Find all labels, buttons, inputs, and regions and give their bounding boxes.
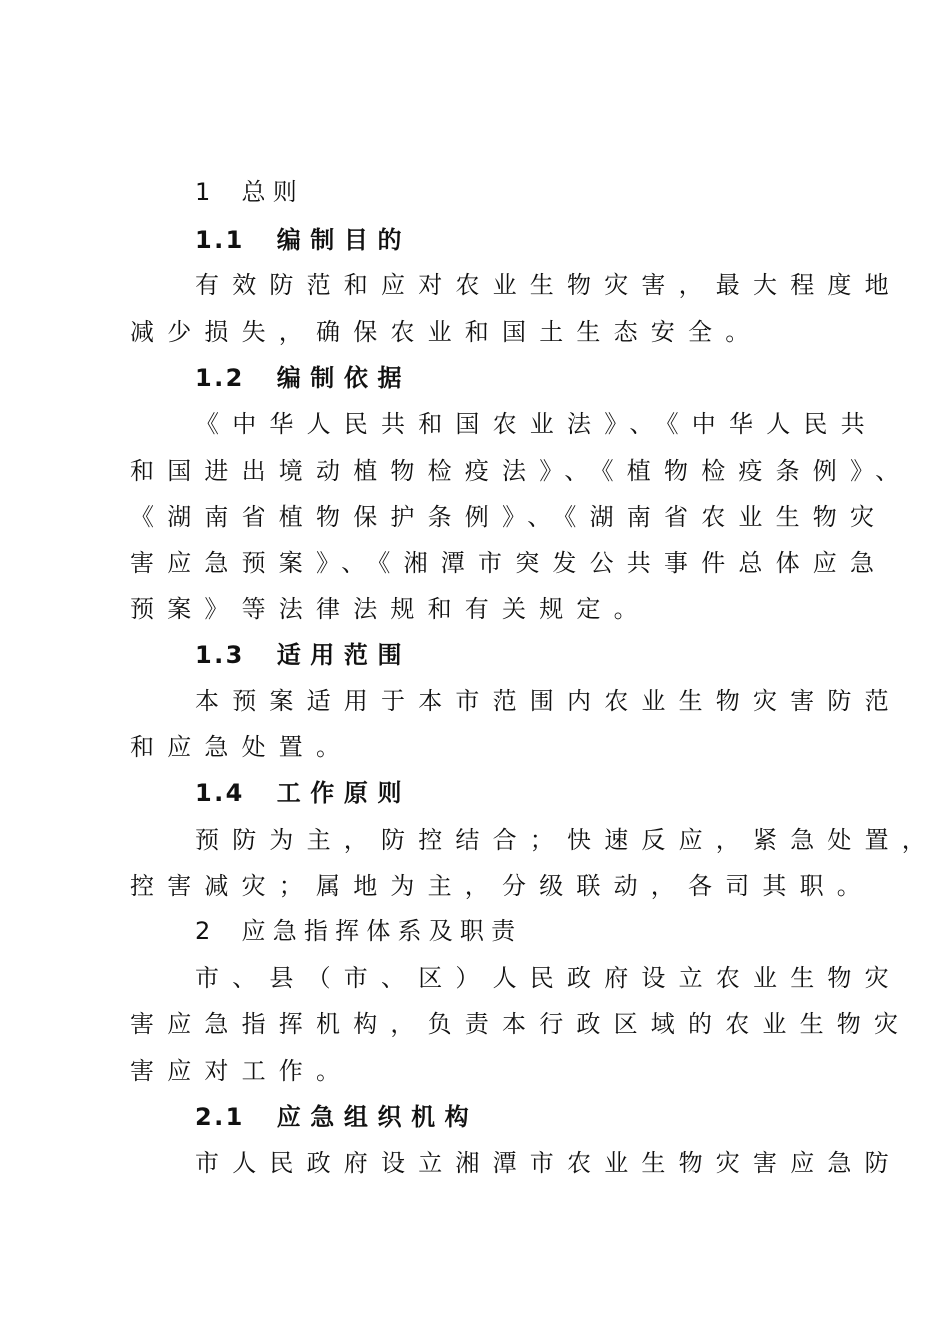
section-title: 应急组织机构 — [276, 1103, 479, 1131]
section-title: 总则 — [241, 178, 304, 206]
section-heading-2-1 — [195, 1103, 478, 1131]
paragraph-line: 预防为主，防控结合；快速反应，紧急处置， — [195, 826, 939, 854]
section-heading-1-3 — [195, 641, 411, 669]
paragraph-line: 害应急指挥机构，负责本行政区域的农业生物灾 — [130, 1010, 912, 1038]
section-number: 1.3 — [195, 641, 245, 669]
section-heading-1-1 — [195, 226, 411, 254]
section-number: 1 — [195, 178, 213, 206]
paragraph-line: 和应急处置。 — [130, 733, 354, 761]
section-number: 1.2 — [195, 364, 245, 392]
paragraph-line: 市、县（市、区）人民政府设立农业生物灾 — [195, 964, 902, 992]
paragraph-line: 《湖南省植物保护条例》、《湖南省农业生物灾 — [130, 503, 888, 531]
section-title: 编制依据 — [276, 364, 412, 392]
paragraph-line: 市人民政府设立湘潭市农业生物灾害应急防 — [195, 1149, 902, 1177]
section-title: 编制目的 — [276, 226, 412, 254]
paragraph-line: 本预案适用于本市范围内农业生物灾害防范 — [195, 687, 902, 715]
section-number: 1.4 — [195, 779, 245, 807]
paragraph-line: 控害减灾；属地为主，分级联动，各司其职。 — [130, 872, 874, 900]
section-heading-2 — [195, 917, 522, 945]
section-title: 工作原则 — [276, 779, 412, 807]
paragraph-line: 《中华人民共和国农业法》、《中华人民共 — [195, 410, 878, 438]
paragraph-line: 和国进出境动植物检疫法》、《植物检疫条例》、 — [130, 457, 913, 485]
section-heading-1-2 — [195, 364, 411, 392]
paragraph-line: 害应急预案》、《湘潭市突发公共事件总体应急 — [130, 549, 888, 577]
section-number: 1.1 — [195, 226, 245, 254]
paragraph-line: 害应对工作。 — [130, 1057, 354, 1085]
section-number: 2.1 — [195, 1103, 245, 1131]
section-heading-1-4 — [195, 779, 411, 807]
section-title: 适用范围 — [276, 641, 412, 669]
section-title: 应急指挥体系及职责 — [241, 917, 523, 945]
paragraph-line: 有效防范和应对农业生物灾害，最大程度地 — [195, 271, 902, 299]
section-heading-1 — [195, 178, 304, 206]
paragraph-line: 预案》等法律法规和有关规定。 — [130, 595, 651, 623]
paragraph-line: 减少损失，确保农业和国土生态安全。 — [130, 318, 763, 346]
section-number: 2 — [195, 917, 213, 945]
